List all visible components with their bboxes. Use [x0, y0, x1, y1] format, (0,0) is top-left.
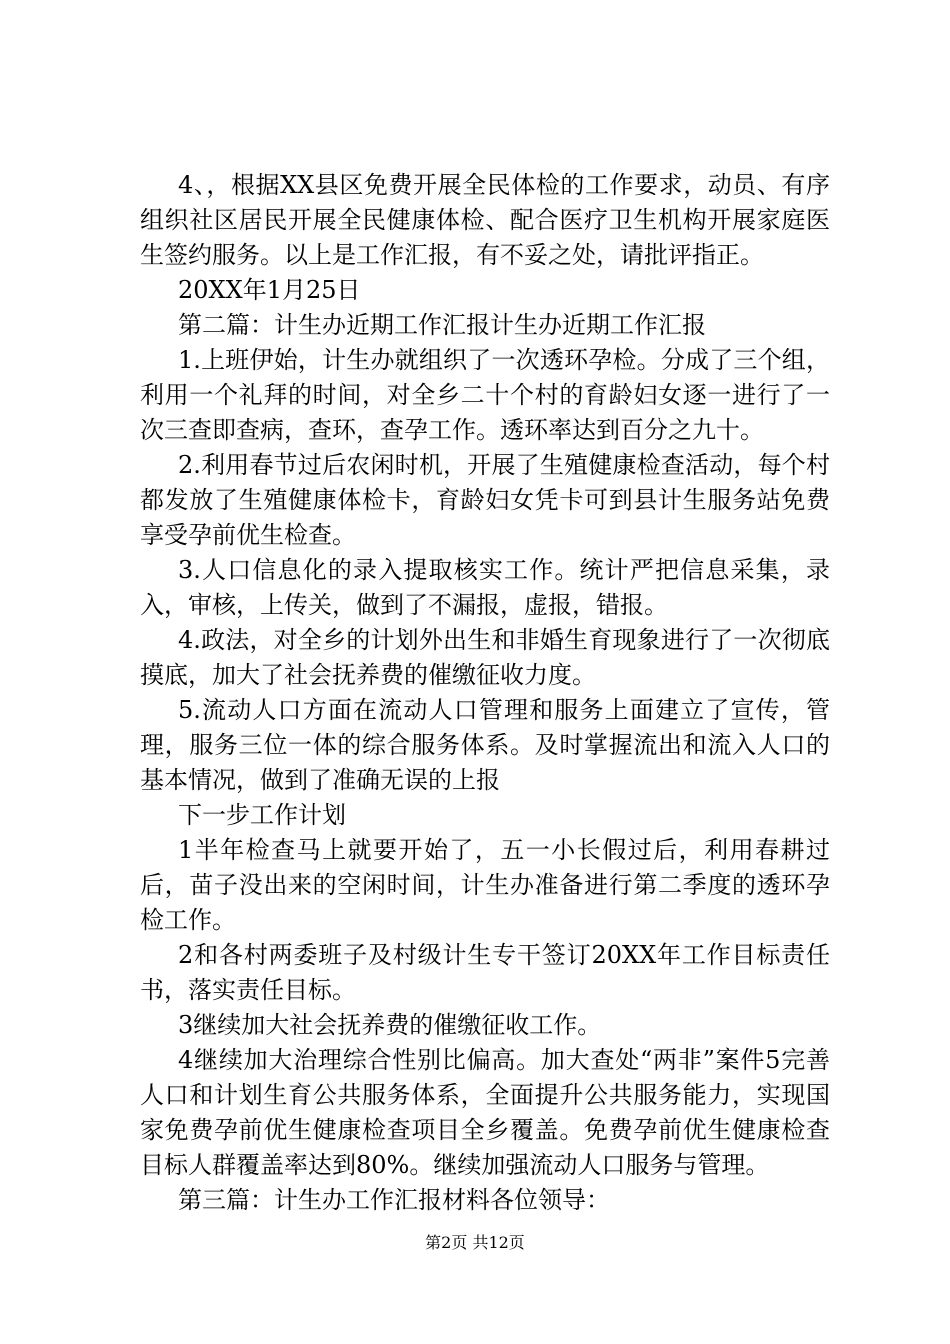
- plan-heading: 下一步工作计划: [178, 801, 346, 829]
- section-heading-2: 第二篇：计生办近期工作汇报计生办近期工作汇报: [178, 311, 706, 339]
- paragraph-item-3: 3.人口信息化的录入提取核实工作。统计严把信息采集，录入，审核，上传关，做到了不漏报，虚报，错报。: [140, 556, 830, 619]
- plan-item-3: 3继续加大社会抚养费的催缴征收工作。: [178, 1011, 602, 1039]
- paragraph-1: 4、，根据XX县区免费开展全民体检的工作要求，动员、有序组织社区居民开展全民健康体检、配合医疗卫生机构开展家庭医生签约服务。以上是工作汇报，有不妥之处，请批评指正。: [140, 171, 830, 269]
- paragraph-item-4: 4.政法，对全乡的计划外出生和非婚生育现象进行了一次彻底摸底，加大了社会抚养费的催缴征收力度。: [140, 626, 830, 689]
- plan-item-4: 4继续加大治理综合性别比偏高。加大查处“两非”案件5完善人口和计划生育公共服务体系，全面提升公共服务能力，实现国家免费孕前优生健康检查项目全乡覆盖。免费孕前优生健康检查目标人群覆盖率达到80%。继续加强流动人口服务与管理。: [140, 1046, 830, 1179]
- section-heading-3: 第三篇：计生办工作汇报材料各位领导：: [178, 1186, 610, 1214]
- paragraph-date: 20XX年1月25日: [178, 276, 361, 304]
- document-body: [140, 168, 830, 1218]
- plan-item-1: 1半年检查马上就要开始了，五一小长假过后，利用春耕过后，苗子没出来的空闲时间，计生办准备进行第二季度的透环孕检工作。: [140, 836, 830, 934]
- page-footer: 第2页 共12页: [425, 1233, 525, 1252]
- paragraph-item-5: 5.流动人口方面在流动人口管理和服务上面建立了宣传，管理，服务三位一体的综合服务体系。及时掌握流出和流入人口的基本情况，做到了准确无误的上报: [140, 696, 830, 794]
- paragraph-item-2: 2.利用春节过后农闲时机，开展了生殖健康检查活动，每个村都发放了生殖健康体检卡，育龄妇女凭卡可到县计生服务站免费享受孕前优生检查。: [140, 451, 830, 549]
- plan-item-2: 2和各村两委班子及村级计生专干签订20XX年工作目标责任书，落实责任目标。: [140, 941, 830, 1004]
- paragraph-item-1: 1.上班伊始，计生办就组织了一次透环孕检。分成了三个组，利用一个礼拜的时间，对全乡二十个村的育龄妇女逐一进行了一次三查即查病，查环，查孕工作。透环率达到百分之九十。: [140, 346, 830, 444]
